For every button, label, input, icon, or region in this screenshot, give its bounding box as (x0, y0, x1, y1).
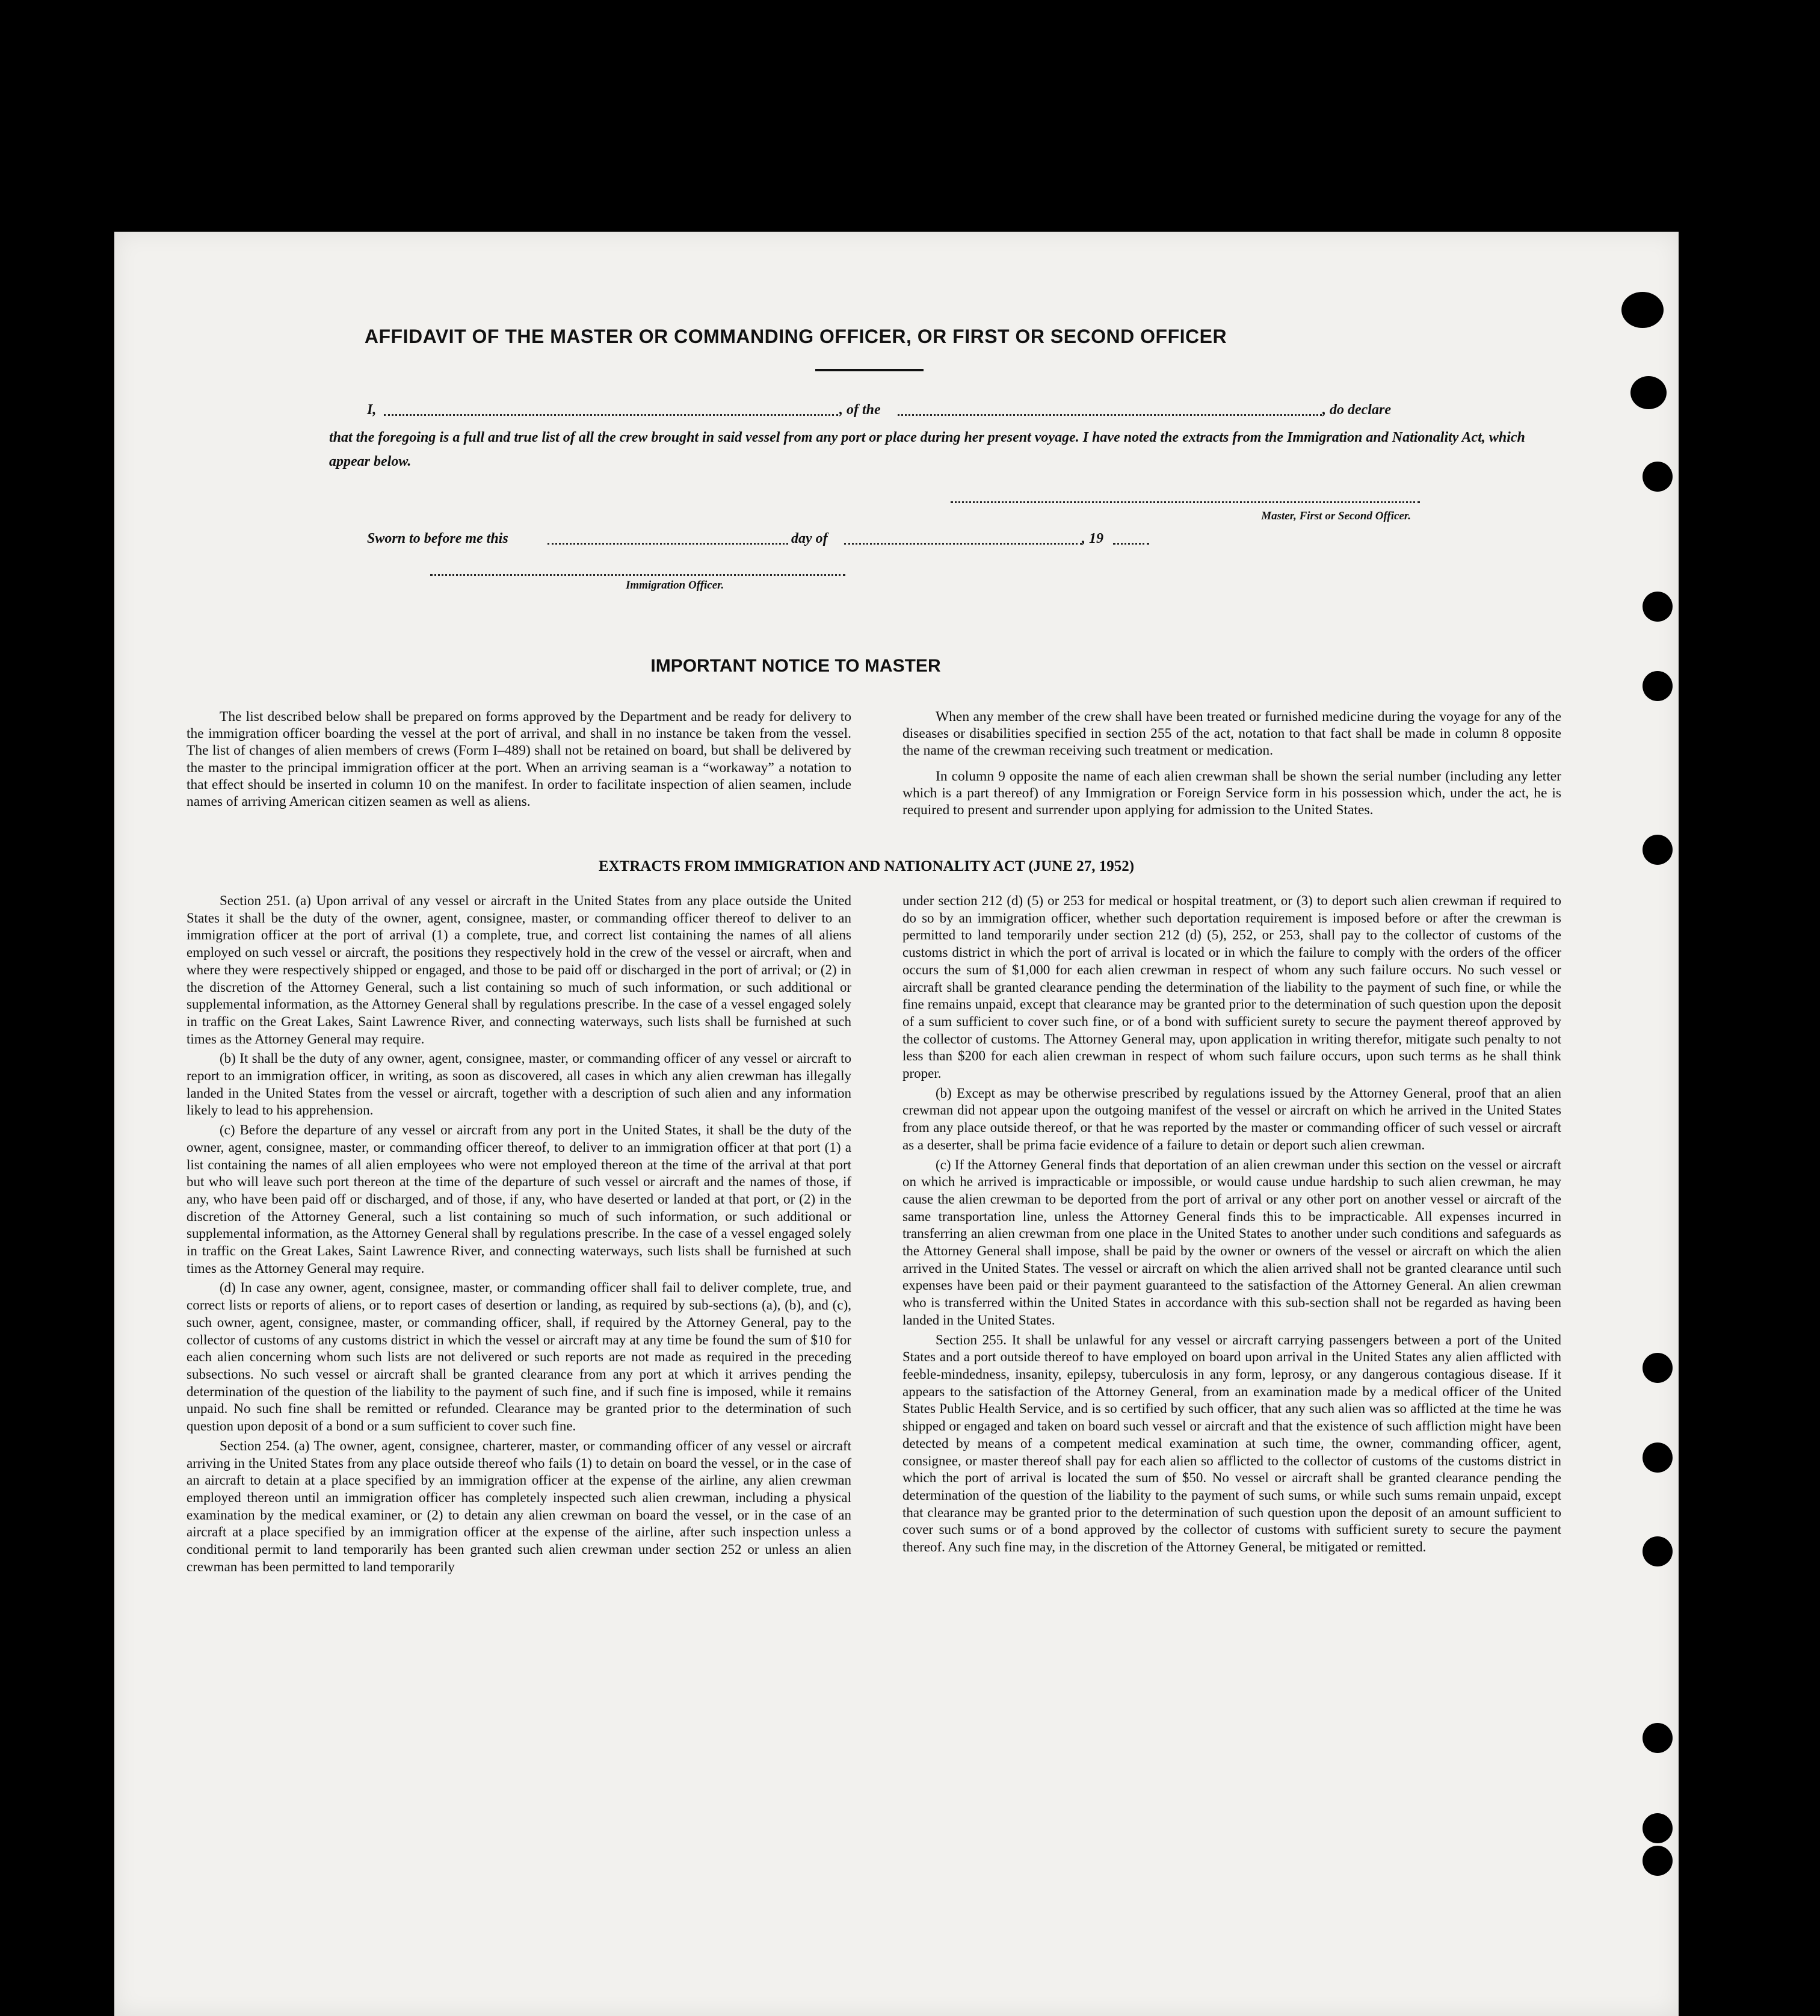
section-paragraph: Section 255. It shall be unlawful for any vessel or aircraft carrying passengers between a port of the United States and a port outside thereof to have employed on board upon arrival in the United States any alien afflicted with feeble-mindedness, insanity, epilepsy, tuberculosis in any form, leprosy, or any dangerous contagious disease. If it appears to the satisfaction of the Attorney General, from an examination made by a medical officer of the United States Public Health Service, and is so certified by such officer, that any such alien was so afflicted at the time he was shipped or engaged and taken on board such vessel or aircraft and that the existence of such affliction might have been detected by means of a competent medical examination at such time, the owner, commanding officer, agent, consignee, or master thereof shall pay for each alien so afflicted to the collector of customs of the customs district in which the port of arrival is located the sum of $50. No vessel or aircraft shall be granted clearance pending the determination of the question of the liability to the payment of such sums, or while such sums remain unpaid, except that clearance may be granted prior to the determination of such question upon the deposit of an amount sufficient to cover such sums or of a bond approved by the collector of customs with sufficient surety to secure the payment thereof. Any such fine may, in the discretion of the Attorney General, be mitigated or remitted. (902, 1332, 1561, 1555)
extracts-right-column (902, 892, 1561, 1559)
notice-paragraph: When any member of the crew shall have been treated or furnished medicine during the voyage for any of the diseases or disabilities specified in section 255 of the act, notation to that fact shall be made in column 8 opposite the name of the crewman receiving such treatment or medication. (902, 709, 1561, 759)
month-blank[interactable] (844, 531, 1082, 545)
document-page (114, 232, 1679, 2016)
title-rule (815, 369, 924, 371)
punch-hole (1621, 292, 1664, 328)
name-blank[interactable] (384, 402, 838, 416)
punch-hole (1643, 462, 1673, 492)
notice-paragraph: The list described below shall be prepared on forms approved by the Department and be ready for delivery to the immigration officer boarding the vessel at the port of arrival, and shall in no instance be taken from the vessel. The list of changes of alien members of crews (Form I–489) shall not be retained on board, but shall be delivered by the master to the principal immigration officer at the port. When an arriving seaman is a “workaway” a notation to that effect should be inserted in column 10 on the manifest. In order to facilitate inspection of alien seamen, include names of arriving American citizen seamen as well as aliens. (187, 709, 851, 810)
punch-hole (1643, 671, 1673, 701)
notice-title: IMPORTANT NOTICE TO MASTER (650, 656, 941, 676)
year-label: , 19 (1082, 531, 1103, 546)
extracts-title: EXTRACTS FROM IMMIGRATION AND NATIONALITY ACT (JUNE 27, 1952) (598, 858, 1135, 874)
notice-paragraph: In column 9 opposite the name of each alien crewman shall be shown the serial number (including any letter which is a part thereof) of any Immigration or Foreign Service form in his possession which, under the act, he is required to present and surrender upon applying for admission to the United States. (902, 768, 1561, 818)
punch-hole (1643, 1723, 1673, 1753)
decl-do-declare-label: , do declare (1322, 402, 1391, 418)
punch-hole (1630, 376, 1667, 409)
notice-left-column (187, 708, 851, 812)
section-paragraph: (b) It shall be the duty of any owner, agent, consignee, master, or commanding officer of any vessel or aircraft to report to an immigration officer, in writing, as soon as discovered, all cases in which any alien crewman has illegally landed in the United States from the vessel or aircraft, together with a description of such alien and any information likely to lead to his apprehension. (187, 1051, 851, 1118)
signature-label: Master, First or Second Officer. (1261, 510, 1411, 522)
immigration-officer-label: Immigration Officer. (626, 579, 724, 592)
punch-hole (1643, 1353, 1673, 1383)
section-paragraph: (c) Before the departure of any vessel or aircraft from any port in the United States, it shall be the duty of the owner, agent, consignee, master, or commanding officer thereof, to deliver to an immigration officer at that port (1) a list containing the names of all alien employees who were not employed thereon at the time of the arrival at that port but who will leave such port thereon at the time of the departure of such vessel or aircraft and the names of those, if any, who have been paid off or discharged, and of those, if any, who have deserted or landed at that port, or (2) in the discretion of the Attorney General, such a list containing so much of such information, or such additional or supplemental information, as the Attorney General shall by regulations prescribe. In the case of a vessel engaged solely in traffic on the Great Lakes, Saint Lawrence River, and connecting waterways, such lists shall be furnished at such times as the Attorney General may require. (187, 1122, 851, 1276)
section-paragraph: (b) Except as may be otherwise prescribed by regulations issued by the Attorney General, proof that an alien crewman did not appear upon the outgoing manifest of the vessel or aircraft on which he arrived in the United States from any place outside thereof, or that he was reported by the master or commanding officer of such vessel or aircraft as a deserter, shall be prima facie evidence of a failure to detain or deport such alien crewman. (902, 1085, 1561, 1152)
punch-hole (1643, 1846, 1673, 1876)
decl-i-label: I, (367, 402, 377, 418)
extracts-left-column (187, 892, 851, 1578)
section-paragraph: (d) In case any owner, agent, consignee, master, or commanding officer shall fail to deliver complete, true, and correct lists or reports of aliens, or to report cases of desertion or landing, as required by sub-sections (a), (b), and (c), such owner, agent, consignee, master, or commanding officer, shall, if required by the Attorney General, pay to the collector of customs of any customs district in which the vessel or aircraft may at any time be found the sum of $10 for each alien concerning whom such lists are not delivered or such reports are not made as required in the preceding subsections. No such vessel or aircraft shall be granted clearance from any port at which it arrives pending the determination of the question of the liability to the payment of such fine, and if such fine is imposed, while it remains unpaid. No such fine shall be remitted or refunded. Clearance may be granted prior to the determination of such question upon deposit of a bond or a sum sufficient to cover such fine. (187, 1280, 851, 1434)
section-paragraph: Section 251. (a) Upon arrival of any vessel or aircraft in the United States from any place outside the United States it shall be the duty of the owner, agent, consignee, master, or commanding officer thereof to deliver to an immigration officer at the port of arrival (1) a complete, true, and correct list containing the names of all aliens employed on such vessel or aircraft, the positions they respectively hold in the crew of the vessel or aircraft, when and where they were respectively shipped or engaged, and those to be paid off or discharged in the port of arrival; or (2) in the discretion of the Attorney General, such a list containing so much of such information, or such additional or supplemental information, as the Attorney General shall by regulations prescribe. In the case of a vessel engaged solely in traffic on the Great Lakes, Saint Lawrence River, and connecting waterways, such lists shall be furnished at such times as the Attorney General may require. (187, 893, 851, 1047)
punch-hole (1643, 835, 1673, 865)
sworn-label: Sworn to before me this (367, 531, 508, 546)
punch-hole (1643, 1536, 1673, 1566)
section-paragraph: (c) If the Attorney General finds that deportation of an alien crewman under this section on the vessel or aircraft on which he arrived is impracticable or impossible, or would cause undue hardship to such alien crewman, he may cause the alien crewman to be deported from the port of arrival or any other port on another vessel or aircraft of the same transportation line, unless the Attorney General finds this to be impracticable. All expenses incurred in transferring an alien crewman from one place in the United States to another under such conditions and safeguards as the Attorney General shall impose, shall be paid by the owner or owners of the vessel or aircraft on which the alien arrived in the United States. The vessel or aircraft on which the alien arrived shall not be granted clearance until such expenses have been paid or their payment guaranteed to the satisfaction of the Attorney General. An alien crewman who is transferred within the United States in accordance with this sub-section shall not be regarded as having been landed in the United States. (902, 1157, 1561, 1328)
decl-of-the-label: , of the (839, 402, 881, 418)
section-paragraph: Section 254. (a) The owner, agent, consignee, charterer, master, or commanding officer of any vessel or aircraft arriving in the United States from any place outside thereof who fails (1) to detain on board the vessel, or in the case of an aircraft to detain at a place specified by an immigration officer at the expense of the airline, any alien crewman employed thereon until an immigration officer has completely inspected such alien crewman, including a physical examination by the medical examiner, or (2) to detain any alien crewman on board the vessel, or in the case of an aircraft at a place specified by an immigration officer at the expense of the airline, after such inspection unless a conditional permit to land temporarily has been granted such alien crewman under section 252 or unless an alien crewman has been permitted to land temporarily (187, 1438, 851, 1574)
affidavit-title: AFFIDAVIT OF THE MASTER OR COMMANDING OFFICER, OR FIRST OR SECOND OFFICER (364, 326, 1227, 347)
year-blank[interactable] (1113, 531, 1149, 545)
date-blank[interactable] (548, 531, 788, 545)
day-of-label: day of (791, 531, 828, 546)
punch-hole (1643, 592, 1673, 622)
immigration-officer-blank[interactable] (430, 574, 845, 576)
section-paragraph: under section 212 (d) (5) or 253 for medical or hospital treatment, or (3) to deport such alien crewman if required to do so by an immigration officer, whether such deportation requirement is imposed before or after the crewman is permitted to land temporarily under section 212 (d) (5), 252, or 253, shall pay to the collector of customs of the customs district in which the port of arrival is located or in which the failure to comply with the orders of the officer occurs the sum of $1,000 for each alien crewman in respect of whom any such failure occurs. No such vessel or aircraft shall be granted clearance pending the determination of the liability to the payment of such fine, or while the fine remains unpaid, except that clearance may be granted prior to the determination of such question upon the deposit of a sum sufficient to cover such fine, or of a bond with sufficient surety to secure the payment thereof approved by the collector of customs. The Attorney General may, upon application in writing therefor, mitigate such penalty to not less than $200 for each alien crewman in respect of whom such failure occurs, upon such terms as he shall think proper. (902, 893, 1561, 1081)
notice-right-column (902, 708, 1561, 821)
vessel-blank[interactable] (898, 402, 1322, 416)
punch-hole (1643, 1442, 1673, 1473)
foregoing-statement: that the foregoing is a full and true list of all the crew brought in said vessel from any port or place during her present voyage. I have noted the extracts from the Immigration and Nationality Act, which appear below. (329, 430, 1525, 469)
punch-hole (1643, 1813, 1673, 1843)
signature-blank[interactable] (951, 501, 1420, 503)
